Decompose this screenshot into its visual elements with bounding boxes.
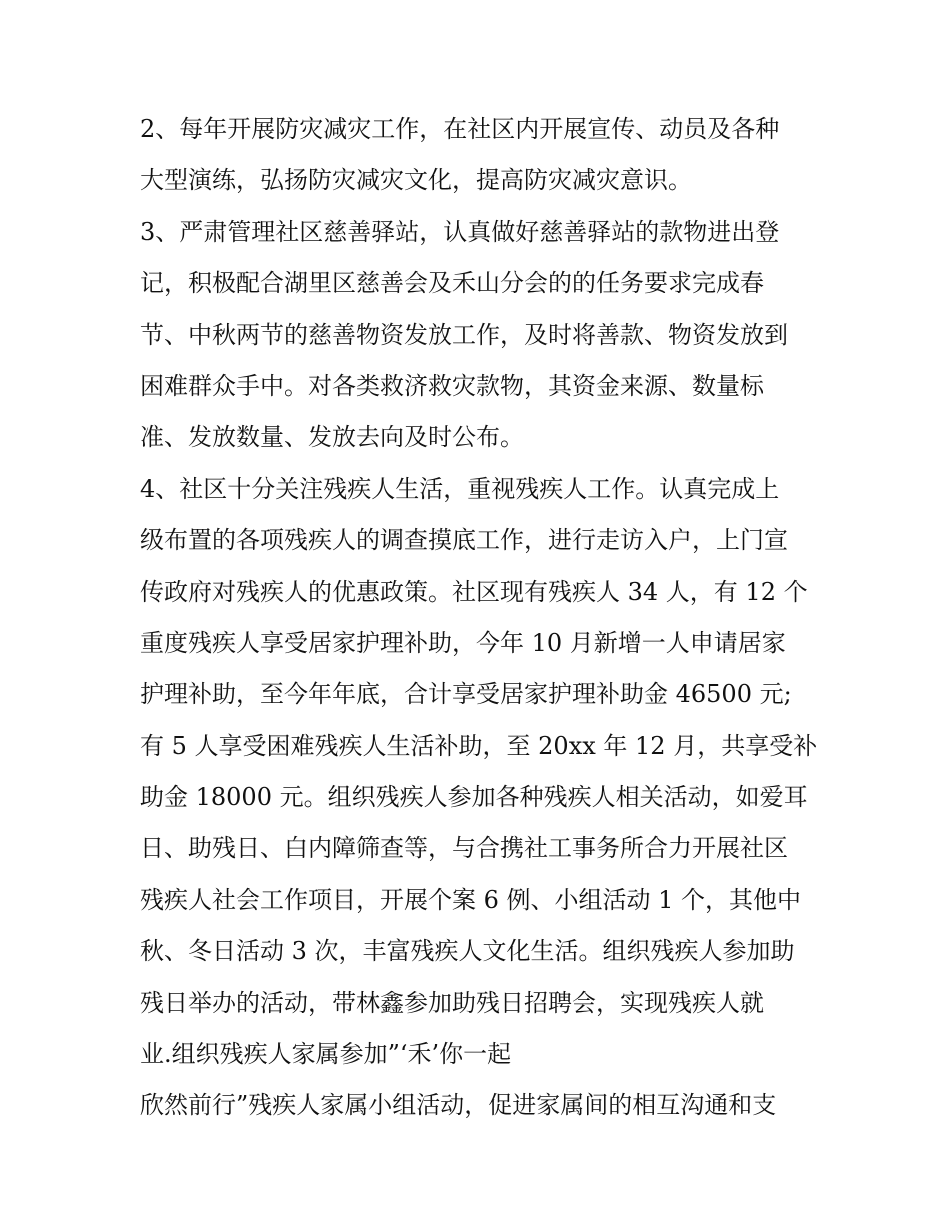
text-line: 2、每年开展防灾减灾工作，在社区内开展宣传、动员及各种 [140,115,780,143]
text-line: 3、严肃管理社区慈善驿站，认真做好慈善驿站的款物进出登 [140,217,780,246]
text-line: 秋、冬日活动 3 次，丰富残疾人文化生活。组织残疾人参加助 [140,937,795,966]
text-line: 大型演练，弘扬防灾减灾文化，提高防灾减灾意识。 [140,166,692,195]
text-line: 传政府对残疾人的优惠政策。社区现有残疾人 34 人，有 12 个 [140,577,808,606]
text-line: 级布置的各项残疾人的调查摸底工作，进行走访入户，上门宣 [140,526,788,555]
text-line: 业.组织残疾人家属参加”‘禾’你一起 [140,1040,512,1069]
text-line: 节、中秋两节的慈善物资发放工作，及时将善款、物资发放到 [140,320,788,349]
text-line: 护理补助，至今年年底，合计享受居家护理补助金 46500 元; [140,680,792,709]
document-body [140,104,820,1132]
text-line: 欣然前行”残疾人家属小组活动，促进家属间的相互沟通和支 [140,1091,777,1120]
text-line: 日、助残日、白内障筛查等，与合携社工事务所合力开展社区 [140,834,788,863]
text-line: 困难群众手中。对各类救济救灾款物，其资金来源、数量标 [140,371,764,400]
text-line: 记，积极配合湖里区慈善会及禾山分会的的任务要求完成春 [140,269,764,298]
text-line: 准、发放数量、发放去向及时公布。 [140,423,524,452]
text-line: 4、社区十分关注残疾人生活，重视残疾人工作。认真完成上 [140,474,780,503]
text-line: 有 5 人享受困难残疾人生活补助，至 20xx 年 12 月，共享受补 [140,731,818,760]
text-line: 残疾人社会工作项目，开展个案 6 例、小组活动 1 个，其他中 [140,885,802,914]
text-line: 残日举办的活动，带林鑫参加助残日招聘会，实现残疾人就 [140,988,764,1017]
text-line: 助金 18000 元。组织残疾人参加各种残疾人相关活动，如爱耳 [140,783,808,812]
text-line: 重度残疾人享受居家护理补助，今年 10 月新增一人申请居家 [140,628,786,657]
